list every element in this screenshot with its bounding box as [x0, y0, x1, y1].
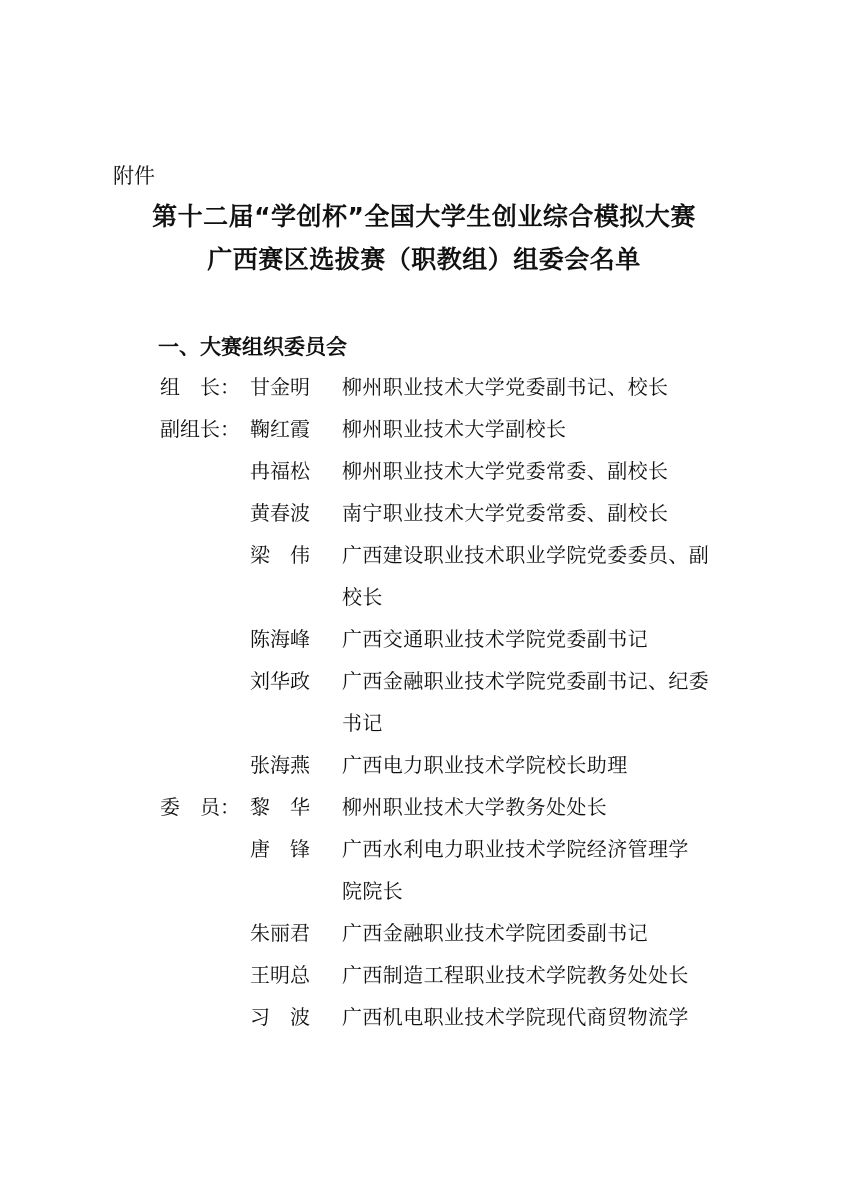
list-item: [0, 372, 848, 414]
member-name: 朱丽君: [250, 921, 310, 945]
member-name: 陈海峰: [250, 627, 310, 651]
member-title: 柳州职业技术大学党委常委、副校长: [342, 459, 669, 483]
member-title: 柳州职业技术大学党委副书记、校长: [342, 375, 669, 399]
member-name: 梁 伟: [250, 543, 310, 567]
member-title: 广西交通职业技术学院党委副书记: [342, 627, 648, 651]
member-name: 鞠红霞: [250, 417, 310, 441]
member-role: 组 长：: [160, 375, 240, 399]
list-item: [0, 708, 848, 750]
member-role: 委 员：: [160, 795, 240, 819]
list-item: [0, 918, 848, 960]
list-item: [0, 750, 848, 792]
list-item: [0, 582, 848, 624]
member-role: 副组长：: [160, 417, 240, 441]
member-title: 广西制造工程职业技术学院教务处处长: [342, 963, 689, 987]
member-title: 柳州职业技术大学副校长: [342, 417, 567, 441]
member-title: 广西机电职业技术学院现代商贸物流学: [342, 1005, 689, 1029]
member-title: 南宁职业技术大学党委常委、副校长: [342, 501, 669, 525]
list-item: [0, 414, 848, 456]
attachment-label: 附件: [113, 164, 155, 188]
member-name: 张海燕: [250, 753, 310, 777]
member-name: 冉福松: [250, 459, 310, 483]
list-item: [0, 1002, 848, 1044]
member-title: 广西金融职业技术学院团委副书记: [342, 921, 648, 945]
document-title-line-1: 第十二届“学创杯”全国大学生创业综合模拟大赛: [152, 202, 696, 231]
section-heading: 一、大赛组织委员会: [158, 335, 347, 359]
list-item: [0, 834, 848, 876]
list-item: [0, 624, 848, 666]
list-item: [0, 960, 848, 1002]
member-title: 广西电力职业技术学院校长助理: [342, 753, 628, 777]
member-name: 王明总: [250, 963, 310, 987]
member-title: 广西建设职业技术职业学院党委委员、副: [342, 543, 710, 567]
committee-list: [0, 372, 848, 1044]
member-title: 广西金融职业技术学院党委副书记、纪委: [342, 669, 710, 693]
member-name: 黎 华: [250, 795, 310, 819]
list-item: [0, 876, 848, 918]
list-item: [0, 498, 848, 540]
member-title: 广西水利电力职业技术学院经济管理学: [342, 837, 689, 861]
document-title-line-2: 广西赛区选拔赛（职教组）组委会名单: [207, 245, 641, 274]
member-name: 黄春波: [250, 501, 310, 525]
member-title: 书记: [342, 711, 383, 735]
list-item: [0, 456, 848, 498]
member-name: 唐 锋: [250, 837, 310, 861]
list-item: [0, 792, 848, 834]
member-title: 柳州职业技术大学教务处处长: [342, 795, 608, 819]
member-title: 校长: [342, 585, 383, 609]
member-name: 甘金明: [250, 375, 310, 399]
list-item: [0, 540, 848, 582]
member-title: 院院长: [342, 879, 404, 903]
list-item: [0, 666, 848, 708]
member-name: 刘华政: [250, 669, 310, 693]
member-name: 习 波: [250, 1005, 310, 1029]
